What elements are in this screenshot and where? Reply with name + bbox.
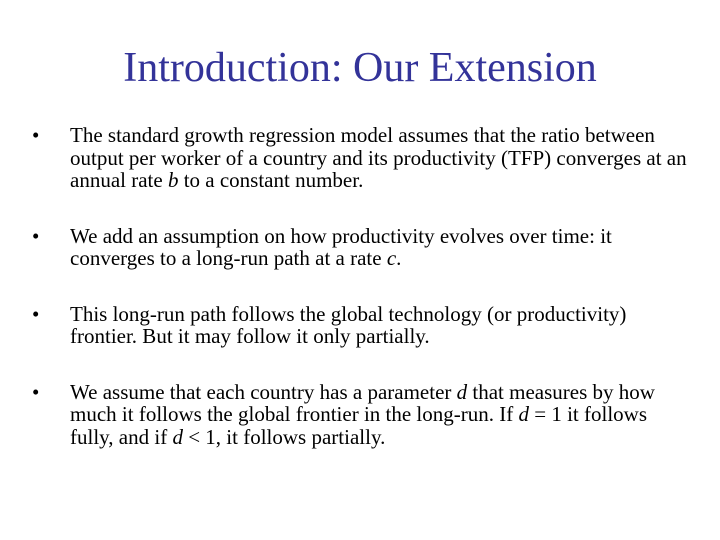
bullet-text-italic: d xyxy=(518,402,529,426)
bullet-item xyxy=(30,381,690,449)
bullet-text: . xyxy=(396,246,402,270)
bullet-item xyxy=(30,225,690,270)
bullet-text-italic: d xyxy=(172,424,183,449)
bullet-list xyxy=(30,124,690,448)
bullet-text: The standard growth regression model assumes that the ratio between output per worker of a country and its productivity (TFP) converges at an annual rate xyxy=(70,123,687,192)
bullet-text: that measures by how much it follows the global frontier in the long-run. If xyxy=(70,379,655,426)
bullet-text: to a constant number. xyxy=(178,168,364,192)
bullet-marker: • xyxy=(32,379,40,404)
bullet-text: < 1, it follows partially. xyxy=(182,424,386,449)
bullet-text-italic: b xyxy=(167,168,179,192)
bullet-text-italic: d xyxy=(456,379,468,404)
bullet-item xyxy=(30,303,690,348)
bullet-marker: • xyxy=(32,123,40,147)
bullet-item xyxy=(30,124,690,192)
bullet-text: This long-run path follows the global technology (or productivity) frontier. But it may follow it only partially. xyxy=(70,301,627,348)
bullet-marker: • xyxy=(32,223,40,248)
bullet-marker: • xyxy=(32,301,40,326)
bullet-text-italic: c xyxy=(386,246,397,270)
slide-title: Introduction: Our Extension xyxy=(123,45,597,91)
bullet-text: We add an assumption on how productivity evolves over time: it converges to a long-run path at a rate xyxy=(70,223,612,270)
bullet-text: We assume that each country has a parameter xyxy=(70,379,457,404)
bullet-text: = 1 it follows fully, and if xyxy=(70,402,648,449)
